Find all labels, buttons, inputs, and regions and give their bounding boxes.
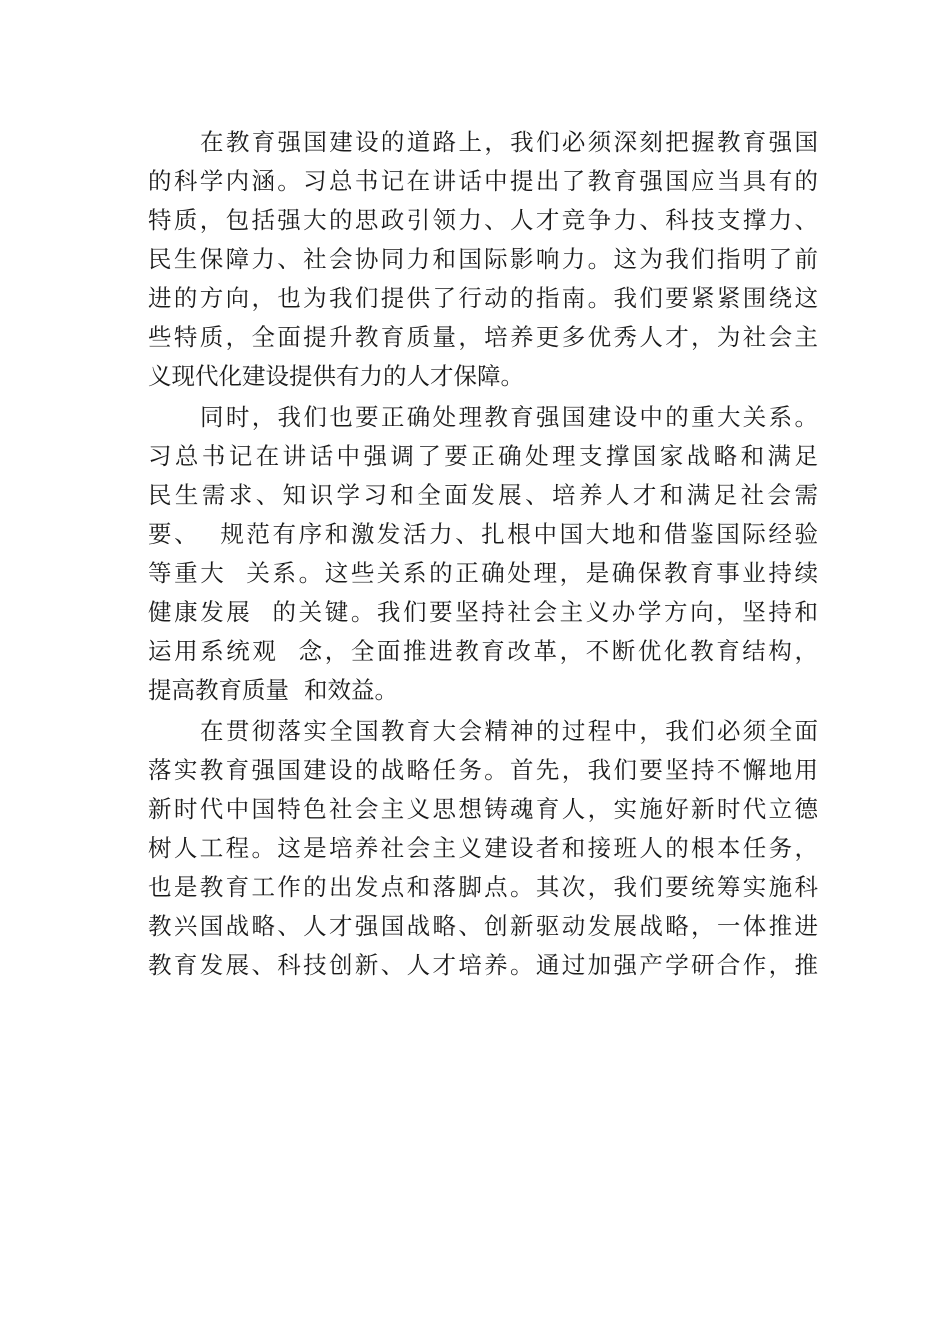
text-line: 的科学内涵。习总书记在讲话中提出了教育强国应当具有的 [148,167,818,195]
paragraph-3 [148,712,818,985]
text-line: 民生保障力、社会协同力和国际影响力。这为我们指明了前 [148,245,818,273]
text-line: 提高教育质量 和效益。 [148,676,398,704]
text-line: 运用系统观 念，全面推进教育改革，不断优化教育结构， [148,637,818,665]
text-line: 要、 规范有序和激发活力、扎根中国大地和借鉴国际经验 [148,520,818,548]
text-line: 教育发展、科技创新、人才培养。通过加强产学研合作，推 [148,951,818,979]
text-line: 民生需求、知识学习和全面发展、培养人才和满足社会需 [148,481,818,509]
text-line: 健康发展 的关键。我们要坚持社会主义办学方向，坚持和 [148,598,818,626]
text-line: 落实教育强国建设的战略任务。首先，我们要坚持不懈地用 [148,756,818,784]
text-line: 也是教育工作的出发点和落脚点。其次，我们要统筹实施科 [148,873,818,901]
text-line: 同时，我们也要正确处理教育强国建设中的重大关系。 [200,403,818,431]
text-line: 义现代化建设提供有力的人才保障。 [148,362,524,390]
text-line: 树人工程。这是培养社会主义建设者和接班人的根本任务， [148,834,818,862]
text-line: 等重大 关系。这些关系的正确处理，是确保教育事业持续 [148,559,818,587]
paragraph-1 [148,123,818,396]
text-line: 些特质，全面提升教育质量，培养更多优秀人才，为社会主 [148,323,818,351]
text-line: 新时代中国特色社会主义思想铸魂育人，实施好新时代立德 [148,795,818,823]
text-line: 习总书记在讲话中强调了要正确处理支撑国家战略和满足 [148,442,818,470]
text-line: 进的方向，也为我们提供了行动的指南。我们要紧紧围绕这 [148,284,818,312]
text-line: 在贯彻落实全国教育大会精神的过程中，我们必须全面 [200,717,818,745]
text-line: 特质，包括强大的思政引领力、人才竞争力、科技支撑力、 [148,206,818,234]
body-text [148,123,818,985]
text-line: 教兴国战略、人才强国战略、创新驱动发展战略，一体推进 [148,912,818,940]
paragraph-2 [148,398,818,710]
text-line: 在教育强国建设的道路上，我们必须深刻把握教育强国 [200,128,818,156]
